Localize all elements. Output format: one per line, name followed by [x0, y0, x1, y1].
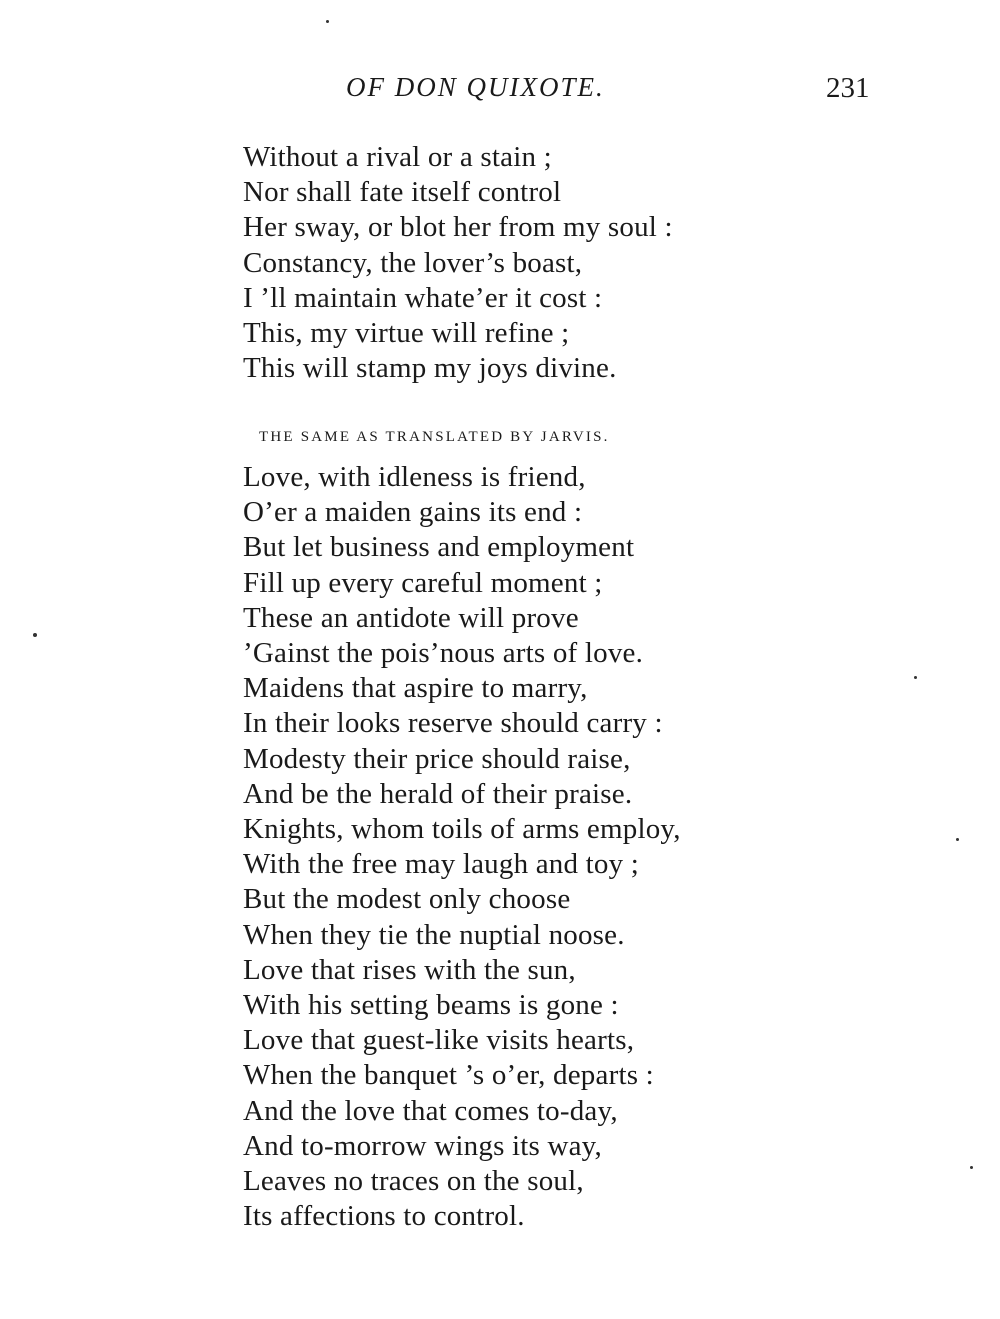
- poem-line: With his setting beams is gone :: [243, 989, 619, 1022]
- poem-line: Love that guest-like visits hearts,: [243, 1024, 635, 1057]
- scan-speck: [33, 633, 37, 637]
- poem-line: Without a rival or a stain ;: [243, 141, 552, 173]
- page-number: 231: [826, 72, 870, 104]
- scan-speck: [914, 676, 917, 679]
- poem-line: Love, with idleness is friend,: [243, 461, 586, 493]
- poem-line: This, my virtue will refine ;: [243, 317, 570, 350]
- poem-stanza-2: [243, 460, 681, 1234]
- poem-line: Modesty their price should raise,: [243, 742, 631, 775]
- poem-line: With the free may laugh and toy ;: [243, 848, 640, 881]
- poem-line: I ’ll maintain whate’er it cost :: [243, 281, 603, 314]
- section-heading: THE SAME AS TRANSLATED BY JARVIS.: [259, 429, 610, 445]
- poem-line: Constancy, the lover’s boast,: [243, 246, 583, 279]
- scan-speck: [326, 20, 329, 23]
- poem-line: And the love that comes to-day,: [243, 1094, 618, 1127]
- running-title: OF DON QUIXOTE.: [346, 72, 605, 102]
- poem-line: When the banquet ’s o’er, departs :: [243, 1059, 654, 1092]
- poem-line: Knights, whom toils of arms employ,: [243, 813, 681, 846]
- poem-line: Love that rises with the sun,: [243, 953, 576, 986]
- poem-line: ’Gainst the pois’nous arts of love.: [243, 637, 644, 670]
- scan-speck: [956, 838, 959, 841]
- poem-stanza-1: [243, 140, 673, 386]
- poem-line: But let business and employment: [243, 531, 635, 564]
- poem-line: But the modest only choose: [243, 883, 571, 916]
- poem-line: This will stamp my joys divine.: [243, 352, 617, 385]
- poem-line: When they tie the nuptial noose.: [243, 918, 625, 951]
- poem-line: And to-morrow wings its way,: [243, 1129, 602, 1162]
- poem-line: Maidens that aspire to marry,: [243, 672, 588, 705]
- scan-speck: [970, 1166, 973, 1169]
- poem-line: Fill up every careful moment ;: [243, 566, 603, 599]
- poem-line: Nor shall fate itself control: [243, 176, 562, 209]
- poem-line: In their looks reserve should carry :: [243, 707, 663, 740]
- poem-line: O’er a maiden gains its end :: [243, 496, 583, 529]
- poem-line: And be the herald of their praise.: [243, 777, 633, 810]
- running-head: [0, 72, 1000, 112]
- poem-line: Leaves no traces on the soul,: [243, 1165, 584, 1198]
- poem-line: Its affections to control.: [243, 1200, 525, 1233]
- poem-line: Her sway, or blot her from my soul :: [243, 211, 673, 244]
- poem-line: These an antidote will prove: [243, 601, 579, 634]
